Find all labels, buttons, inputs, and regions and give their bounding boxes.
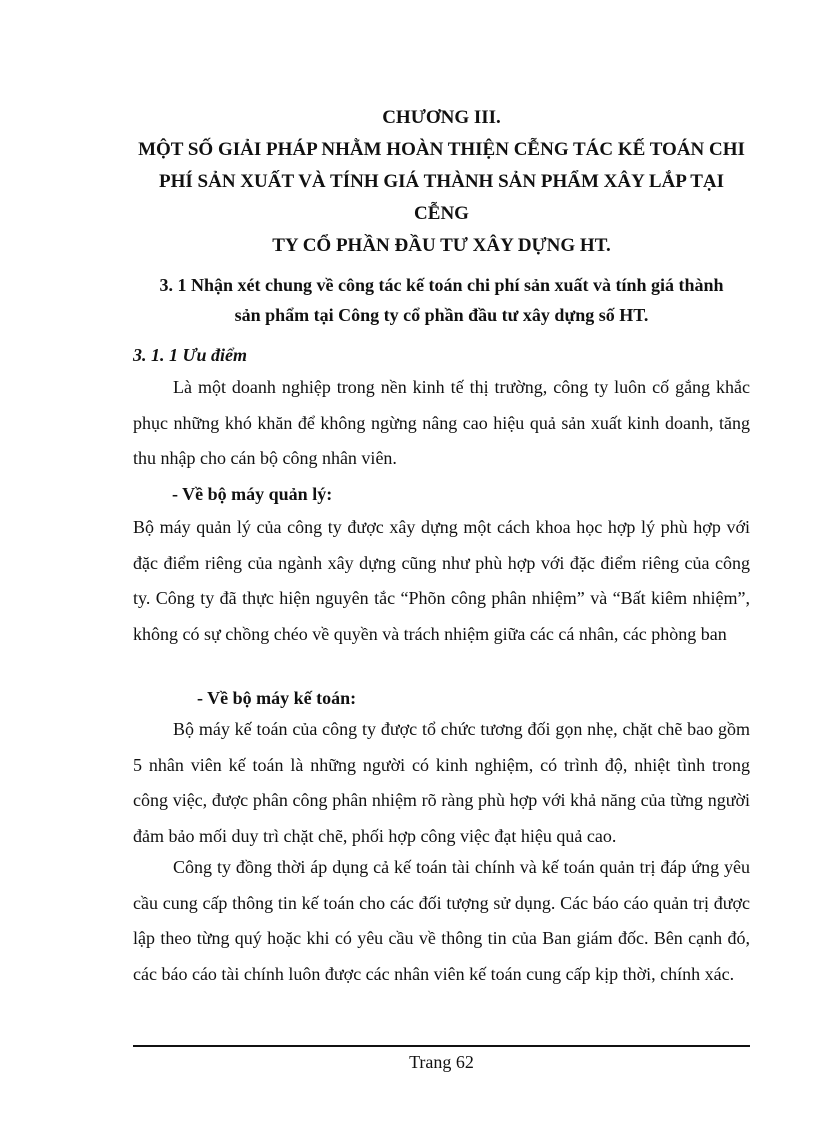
footer-divider <box>133 1045 750 1047</box>
page-number: Trang 62 <box>409 1052 474 1072</box>
section-heading-line-2: sản phẩm tại Công ty cổ phần đầu tư xây dựng số HT. <box>234 305 649 325</box>
paragraph-intro: Là một doanh nghiệp trong nền kinh tế thị trường, công ty luôn cố gắng khắc phục những khó khăn để không ngừng nâng cao hiệu quả sản xuất kinh doanh, tăng thu nhập cho cán bộ công nhân viên. <box>133 377 750 468</box>
accounting-heading: - Về bộ máy kế toán: <box>197 688 357 708</box>
chapter-title-line-3: TY CỔ PHẦN ĐẦU TƯ XÂY DỰNG HT. <box>272 235 611 256</box>
management-heading: - Về bộ máy quản lý: <box>172 484 333 504</box>
chapter-title-line-1: MỘT SỐ GIẢI PHÁP NHẰM HOÀN THIỆN CỄNG TÁC KẾ TOÁN CHI <box>138 139 745 160</box>
paragraph-accounting: Bộ máy kế toán của công ty được tổ chức tương đối gọn nhẹ, chặt chẽ bao gồm 5 nhân viên kế toán là những người có kinh nghiệm, có trình độ, nhiệt tình trong công việc, được phân công phân nhiệm rõ ràng phù hợp với khả năng của từng người đảm bảo mối duy trì chặt chẽ, phối hợp công việc đạt hiệu quả cao. <box>133 719 750 846</box>
section-heading-line-1: 3. 1 Nhận xét chung về công tác kế toán chi phí sản xuất và tính giá thành <box>159 275 724 295</box>
chapter-title <box>133 102 750 262</box>
subsection-title: 3. 1. 1 Ưu điểm <box>133 345 247 365</box>
chapter-title-line-2: PHÍ SẢN XUẤT VÀ TÍNH GIÁ THÀNH SẢN PHẨM XÂY LẮP TẠI CỄNG <box>159 171 724 224</box>
chapter-number: CHƯƠNG III. <box>382 107 501 128</box>
section-heading <box>133 270 750 330</box>
paragraph-management: Bộ máy quản lý của công ty được xây dựng một cách khoa học hợp lý phù hợp với đặc điểm riêng của ngành xây dựng cũng như phù hợp với đặc điểm riêng của công ty. Công ty đã thực hiện nguyên tắc “Phõn công phân nhiệm” và “Bất kiêm nhiệm”, không có sự chồng chéo về quyền và trách nhiệm giữa các cá nhân, các phòng ban <box>133 517 750 644</box>
paragraph-reporting: Công ty đồng thời áp dụng cả kế toán tài chính và kế toán quản trị đáp ứng yêu cầu cung cấp thông tin kế toán cho các đối tượng sử dụng. Các báo cáo quản trị được lập theo từng quý hoặc khi có yêu cầu về thông tin của Ban giám đốc. Bên cạnh đó, các báo cáo tài chính luôn được các nhân viên kế toán cung cấp kịp thời, chính xác. <box>133 857 750 984</box>
